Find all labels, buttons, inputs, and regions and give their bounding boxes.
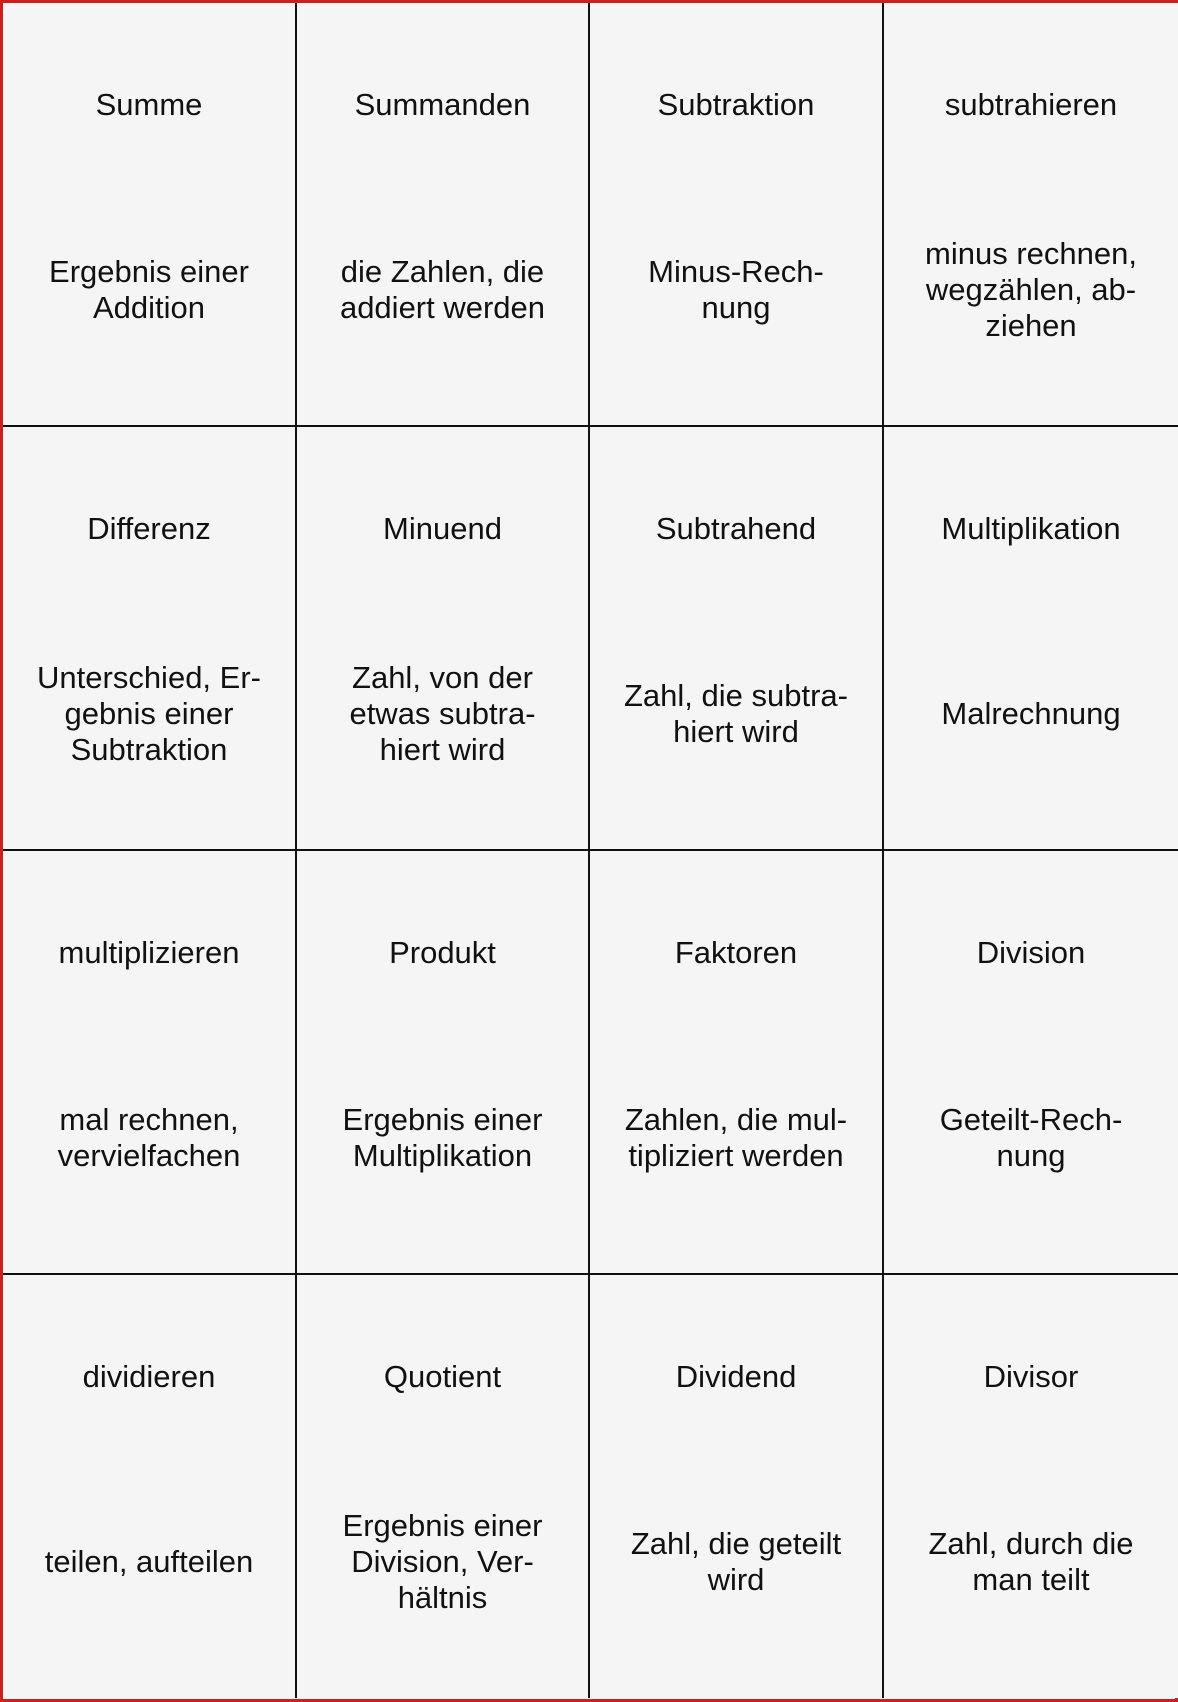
card-definition: Ergebnis einer Division, Ver- hältnis [342,1508,543,1615]
card-term: Divisor [983,1359,1079,1394]
card-term: Quotient [383,1359,502,1394]
card-definition: mal rechnen, vervielfachen [57,1102,241,1173]
card-term: Multiplikation [941,511,1121,546]
vocab-card [297,3,590,427]
card-term: Produkt [389,935,496,970]
vocab-card [884,3,1178,427]
card-term: Differenz [87,511,211,546]
vocab-card [3,851,297,1275]
vocab-card [3,427,297,851]
card-term: dividieren [82,1359,216,1394]
card-definition: minus rechnen, wegzählen, ab- ziehen [925,236,1137,343]
vocabulary-card-grid [3,3,1178,1698]
card-term: Summe [95,87,203,122]
card-term: Dividend [675,1359,797,1394]
vocab-card [3,1275,297,1698]
card-definition: Malrechnung [941,696,1121,731]
vocab-card [590,1275,884,1698]
card-term: Minuend [383,511,502,546]
card-definition: Zahl, durch die man teilt [928,1526,1134,1597]
vocab-card [590,851,884,1275]
card-definition: Zahlen, die mul- tipliziert werden [624,1102,848,1173]
vocab-card [590,427,884,851]
vocab-card [297,1275,590,1698]
vocab-card [590,3,884,427]
card-term: Subtrahend [655,511,817,546]
card-definition: Ergebnis einer Multiplikation [342,1102,543,1173]
card-term: Summanden [354,87,531,122]
card-definition: teilen, aufteilen [44,1544,254,1579]
vocab-card [3,3,297,427]
card-definition: Geteilt-Rech- nung [939,1102,1123,1173]
vocab-card [297,427,590,851]
card-term: subtrahieren [944,87,1118,122]
card-term: Faktoren [674,935,798,970]
card-definition: die Zahlen, die addiert werden [339,254,546,325]
vocab-card [884,427,1178,851]
vocab-card [884,851,1178,1275]
card-term: multiplizieren [58,935,240,970]
vocab-card [297,851,590,1275]
card-definition: Ergebnis einer Addition [49,254,249,325]
card-definition: Zahl, von der etwas subtra- hiert wird [349,660,536,767]
card-definition: Zahl, die subtra- hiert wird [624,678,848,749]
card-definition: Zahl, die geteilt wird [630,1526,842,1597]
card-definition: Unterschied, Er- gebnis einer Subtraktion [37,660,261,767]
card-term: Subtraktion [657,87,815,122]
card-term: Division [976,935,1086,970]
card-definition: Minus-Rech- nung [648,254,824,325]
vocab-card [884,1275,1178,1698]
